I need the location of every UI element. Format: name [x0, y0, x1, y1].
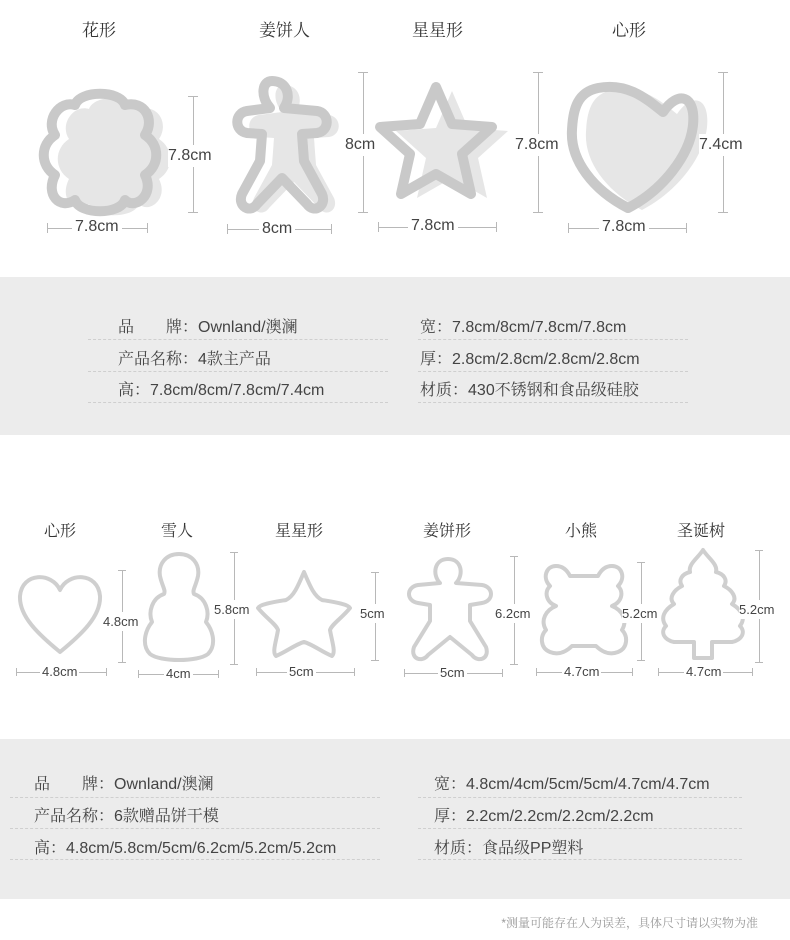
spec2-height-value: 4.8cm/5.8cm/5cm/6.2cm/5.2cm/5.2cm	[66, 840, 337, 857]
flower-cutter-image	[40, 85, 170, 215]
small-gingerbread-width-label: 5cm	[440, 665, 465, 680]
star-width-label: 7.8cm	[408, 217, 458, 235]
spec2-height-label: 高：	[34, 840, 67, 857]
spec2-material-label: 材质：	[434, 840, 483, 857]
star-cutter-image	[378, 82, 508, 212]
spec1-width-label: 宽：	[420, 319, 453, 336]
small-heart-cutter-image	[16, 568, 106, 658]
spec2-material-value: 食品级PP塑料	[482, 840, 584, 857]
spec2-width-value: 4.8cm/4cm/5cm/5cm/4.7cm/4.7cm	[466, 776, 710, 793]
tree-width-label: 4.7cm	[686, 664, 722, 679]
spec2-brand	[34, 771, 214, 794]
spec1-height-value: 7.8cm/8cm/7.8cm/7.4cm	[150, 382, 325, 399]
spec2-thickness-label: 厚：	[434, 808, 467, 825]
spec-panel-main	[0, 277, 790, 435]
small-star-height-label: 5cm	[360, 606, 385, 621]
spec2-name-value: 6款赠品饼干模	[114, 808, 219, 825]
gift-title-tree: 圣诞树	[677, 523, 726, 540]
snowman-cutter-image	[138, 550, 220, 664]
product-title-star: 星星形	[412, 21, 463, 40]
small-heart-width-label: 4.8cm	[42, 664, 78, 679]
snowman-height-label: 5.8cm	[214, 602, 250, 617]
small-heart-height-label: 4.8cm	[103, 614, 139, 629]
bear-width-label: 4.7cm	[564, 664, 600, 679]
gift-title-heart: 心形	[44, 523, 77, 540]
gingerbread-width-label: 8cm	[259, 220, 295, 238]
spec2-material	[434, 835, 583, 858]
product-title-gingerbread: 姜饼人	[259, 21, 310, 40]
spec1-thickness	[420, 346, 640, 369]
product-title-heart: 心形	[612, 21, 646, 40]
spec1-width	[420, 314, 626, 337]
spec1-name-label: 产品名称：	[118, 351, 199, 368]
heart-width-label: 7.8cm	[599, 218, 649, 236]
heart-height-label: 7.4cm	[699, 134, 743, 156]
spec2-width	[434, 771, 710, 794]
tree-cutter-image	[656, 546, 750, 664]
small-gingerbread-height-label: 6.2cm	[495, 606, 531, 621]
bear-height-label: 5.2cm	[622, 606, 658, 621]
spec2-name-label: 产品名称：	[34, 808, 115, 825]
snowman-width-label: 4cm	[166, 666, 191, 681]
spec1-thickness-label: 厚：	[420, 351, 453, 368]
spec1-material	[420, 377, 639, 400]
small-gingerbread-cutter-image	[400, 555, 500, 665]
heart-cutter-image	[568, 80, 708, 220]
spec1-height-label: 高：	[118, 382, 151, 399]
spec1-material-label: 材质：	[420, 382, 469, 399]
spec2-name	[34, 803, 219, 826]
bear-cutter-image	[534, 560, 634, 660]
gift-title-bear: 小熊	[565, 523, 598, 540]
spec1-width-value: 7.8cm/8cm/7.8cm/7.8cm	[452, 319, 627, 336]
spec1-name	[118, 346, 271, 369]
small-star-width-label: 5cm	[289, 664, 314, 679]
spec1-height	[118, 377, 324, 400]
star-height-label: 7.8cm	[515, 134, 559, 156]
spec1-material-value: 430不锈钢和食品级硅胶	[468, 382, 639, 399]
spec1-brand-label: 品 牌：	[118, 319, 199, 336]
gingerbread-cutter-image	[222, 76, 342, 216]
spec1-name-value: 4款主产品	[198, 351, 271, 368]
spec1-brand-value: Ownland/澳澜	[198, 319, 298, 336]
gingerbread-height-label: 8cm	[345, 134, 375, 156]
flower-width-label: 7.8cm	[72, 218, 122, 236]
gift-title-snowman: 雪人	[161, 523, 194, 540]
spec2-brand-value: Ownland/澳澜	[114, 776, 214, 793]
gift-title-star: 星星形	[275, 523, 324, 540]
spec2-thickness-value: 2.2cm/2.2cm/2.2cm/2.2cm	[466, 808, 654, 825]
spec2-width-label: 宽：	[434, 776, 467, 793]
small-star-cutter-image	[256, 568, 356, 662]
tree-height-label: 5.2cm	[739, 602, 775, 617]
spec2-brand-label: 品 牌：	[34, 776, 115, 793]
spec1-thickness-value: 2.8cm/2.8cm/2.8cm/2.8cm	[452, 351, 640, 368]
flower-height-label: 7.8cm	[168, 145, 212, 167]
product-title-flower: 花形	[82, 21, 116, 40]
spec-panel-gift	[0, 739, 790, 899]
measurement-disclaimer: *测量可能存在人为误差，具体尺寸请以实物为准	[501, 916, 758, 930]
spec2-height	[34, 835, 336, 858]
spec1-brand	[118, 314, 298, 337]
spec2-thickness	[434, 803, 654, 826]
gift-title-gingerbread: 姜饼形	[423, 523, 472, 540]
